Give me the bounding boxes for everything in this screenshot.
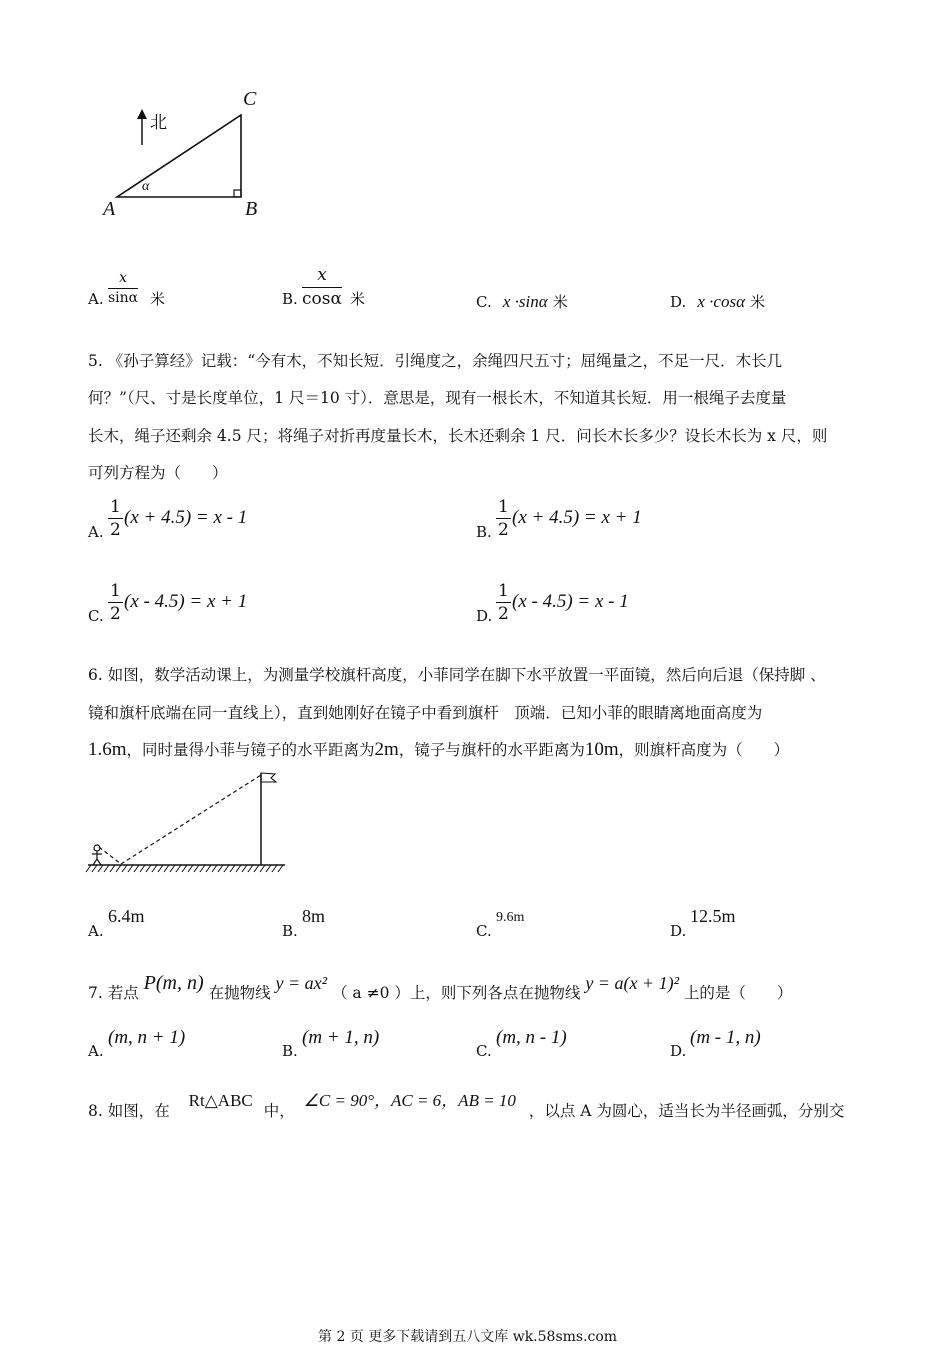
q6-line2: 镜和旗杆底端在同一直线上），直到她刚好在镜子中看到旗杆 顶端．已知小菲的眼睛离地面高度为 (88, 704, 763, 722)
ground-hatch (86, 865, 283, 872)
angle-alpha-label: α (142, 179, 150, 194)
option-letter: A. (88, 290, 104, 308)
option-letter: C. (476, 293, 492, 311)
q6-line3: 1.6m，同时量得小菲与镜子的水平距离为2m，镜子与旗杆的水平距离为10m，则旗杆高度为（ ） (88, 739, 790, 760)
expr: x ·sinα (502, 292, 548, 311)
fraction: $\frac{x}{\cos\alpha}$ (302, 265, 342, 309)
q5-line1: 5. 《孙子算经》记载：“今有木，不知长短．引绳度之，余绳四尺五寸；屈绳量之，不足一尺．木长几 (88, 352, 783, 370)
q5-line4: 可列方程为（ ） (88, 464, 228, 482)
unit: 米 (150, 290, 166, 308)
right-angle-mark (234, 190, 241, 197)
q4-option-c (476, 292, 568, 312)
unit: 米 (552, 293, 568, 311)
q5-line2: 何？”（尺、寸是长度单位，1 尺＝10 寸）．意思是，现有一根长木，不知道其长短．用一根绳子去度量 (88, 389, 787, 407)
sight-line-to-flag (121, 775, 261, 864)
expr: x ·cosα (697, 292, 745, 311)
triangle-abc (117, 115, 241, 197)
unit: 米 (750, 293, 766, 311)
unit: 米 (350, 290, 366, 308)
q5-line3: 长木，绳子还剩余 4.5 尺；将绳子对折再度量长木，长木还剩余 1 尺．问长木长多少？设长木长为 x 尺，则 (88, 427, 828, 445)
point-b-label: B (245, 198, 258, 220)
option-letter: B. (282, 290, 298, 308)
q8-stem: 8. 如图，在 Rt△ABC 中， ∠C = 90°，AC = 6，AB = 10 ，以点 A 为圆心，适当长为半径画弧，分别交 (88, 1091, 845, 1120)
north-label: 北 (150, 113, 167, 133)
sight-line-to-mirror (99, 847, 121, 864)
point-c-label: C (243, 88, 257, 110)
option-letter: D. (670, 293, 687, 311)
q4-option-d (670, 292, 765, 312)
flag (261, 773, 276, 782)
north-arrow-head (137, 109, 147, 119)
point-a-label: A (103, 198, 116, 220)
q7-stem: 7. 若点 P(m, n) 在抛物线 y = ax² （ a ≠0 ）上，则下列各点在抛物线 y = a(x + 1)² 上的是（ ） (88, 972, 793, 1002)
page-footer: 第 2 页 更多下载请到五八文库 wk.58sms.com (318, 1329, 618, 1345)
q6-line1: 6. 如图，数学活动课上，为测量学校旗杆高度，小菲同学在脚下水平放置一平面镜，然后向后退（保持脚 、 (88, 666, 826, 684)
fraction: $\frac{x}{\sin\alpha}$ (108, 270, 139, 306)
flagpole-figure (85, 768, 290, 878)
